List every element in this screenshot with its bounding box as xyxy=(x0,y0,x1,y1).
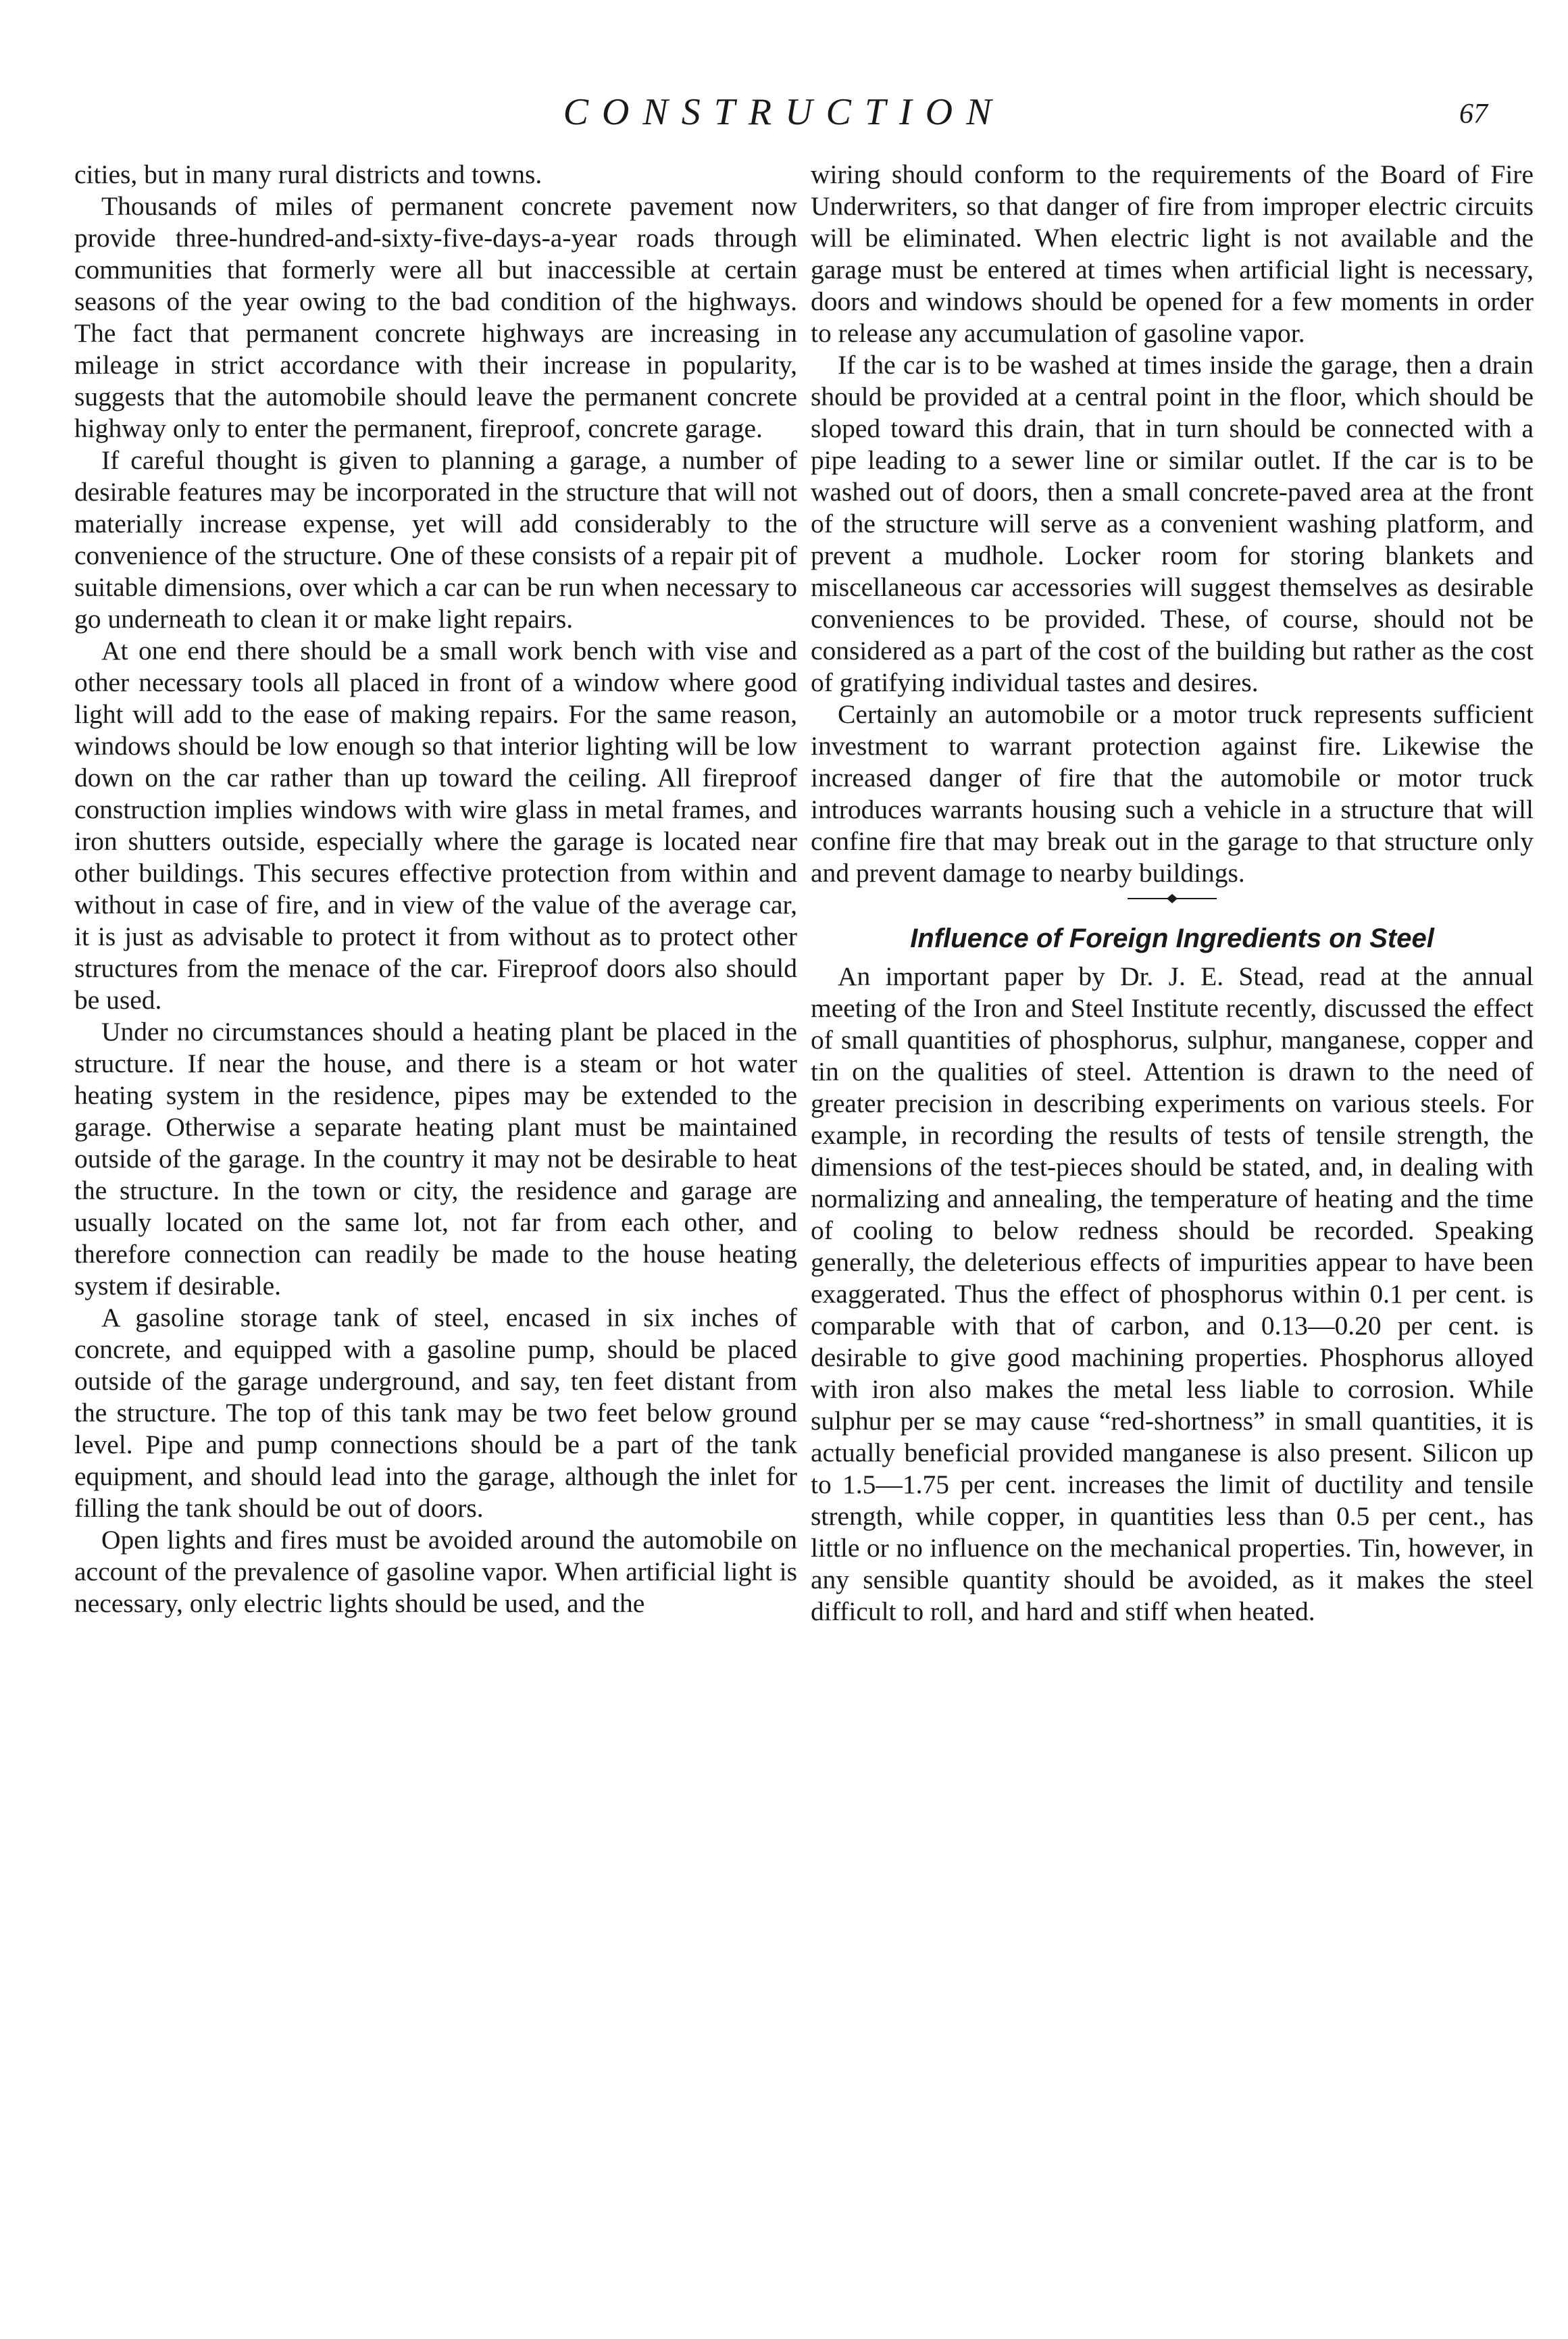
paragraph: cities, but in many rural districts and towns. xyxy=(74,159,542,189)
paragraph: If the car is to be washed at times inside the garage, then a drain should be provided at a central point in the floor, which should be sloped toward this drain, that in turn should be connected with a pipe leading to a sewer line or similar outlet. If the car is to be washed out of doors, then a small concrete-paved area at the front of the structure will serve as a convenient washing platform, and prevent a mudhole. Locker room for storing blankets and miscellaneous car accessories will suggest themselves as desirable conveniences to be provided. These, of course, should not be considered as a part of the cost of the building but rather as the cost of gratifying individual tastes and desires. xyxy=(811,350,1534,697)
right-column xyxy=(811,159,1534,1628)
page-number: 67 xyxy=(1459,99,1488,130)
paragraph: wiring should conform to the requirements of the Board of Fire Underwriters, so that danger of fire from improper electric circuits will be eliminated. When electric light is not available and the garage must be entered at times when artificial light is necessary, doors and windows should be opened for a few moments in order to release any accumulation of gasoline vapor. xyxy=(811,159,1534,348)
paragraph: A gasoline storage tank of steel, encased in six inches of concrete, and equipped with a gasoline pump, should be placed outside of the garage underground, and say, ten feet distant from the structure. The top of this tank may be two feet below ground level. Pipe and pump connections should be a part of the tank equipment, and should lead into the garage, although the inlet for filling the tank should be out of doors. xyxy=(74,1303,797,1523)
paragraph: Open lights and fires must be avoided around the automobile on account of the prevalence of gasoline vapor. When artificial light is necessary, only electric lights should be used, and the xyxy=(74,1525,797,1618)
section-divider-ornament-icon xyxy=(1125,892,1219,905)
paragraph: At one end there should be a small work bench with vise and other necessary tools all placed in front of a window where good light will add to the ease of making repairs. For the same reason, windows should be low enough so that interior lighting will be low down on the car rather than up toward the ceiling. All fireproof construction implies windows with wire glass in metal frames, and iron shutters outside, especially where the garage is located near other buildings. This secures effective protection from within and without in case of fire, and in view of the value of the average car, it is just as advisable to protect it from without as to protect other structures from the menace of the car. Fireproof doors also should be used. xyxy=(74,636,797,1015)
paragraph: Under no circumstances should a heating plant be placed in the structure. If near the house, and there is a steam or hot water heating system in the residence, pipes may be extended to the garage. Otherwise a separate heating plant must be maintained outside of the garage. In the country it may not be desirable to heat the structure. In the town or city, the residence and garage are usually located on the same lot, not far from each other, and therefore connection can readily be made to the house heating system if desirable. xyxy=(74,1017,797,1301)
paragraph: If careful thought is given to planning a garage, a number of desirable features may be incorporated in the structure that will not materially increase expense, yet will add considerably to the convenience of the structure. One of these consists of a repair pit of suitable dimensions, over which a car can be run when necessary to go underneath to clean it or make light repairs. xyxy=(74,445,797,634)
paragraph: An important paper by Dr. J. E. Stead, read at the annual meeting of the Iron and Steel Institute recently, discussed the effect of small quantities of phosphorus, sulphur, manganese, copper and tin on the qualities of steel. Attention is drawn to the need of greater precision in describing experiments on various steels. For example, in recording the results of tests of tensile strength, the dimensions of the test-pieces should be stated, and, in dealing with normalizing and annealing, the temperature of heating and the time of cooling to below redness should be recorded. Speaking generally, the deleterious effects of impurities appear to have been exaggerated. Thus the effect of phosphorus within 0.1 per cent. is comparable with that of carbon, and 0.13—0.20 per cent. is desirable to give good machining properties. Phosphorus alloyed with iron also makes the metal less liable to corrosion. While sulphur per se may cause “red-shortness” in small quantities, it is actually beneficial provided manganese is also present. Silicon up to 1.5—1.75 per cent. increases the limit of ductility and tensile strength, while copper, in quantities less than 0.5 per cent., has little or no influence on the mechanical properties. Tin, however, in any sensible quantity should be avoided, as it makes the steel difficult to roll, and hard and stiff when heated. xyxy=(811,961,1534,1626)
left-column xyxy=(74,159,797,1619)
paragraph: Certainly an automobile or a motor truck represents sufficient investment to warrant protection against fire. Likewise the increased danger of fire that the automobile or motor truck introduces warrants housing such a vehicle in a structure that will confine fire that may break out in the garage to that structure only and prevent damage to nearby buildings. xyxy=(811,699,1534,888)
paragraph: Thousands of miles of permanent concrete pavement now provide three-hundred-and-sixty-five-days-a-year roads through communities that formerly were all but inaccessible at certain seasons of the year owing to the bad condition of the highways. The fact that permanent concrete highways are increasing in mileage in strict accordance with their increase in popularity, suggests that the automobile should leave the permanent concrete highway only to enter the permanent, fireproof, concrete garage. xyxy=(74,191,797,443)
running-title: CONSTRUCTION xyxy=(563,91,1005,133)
section-heading: Influence of Foreign Ingredients on Steel xyxy=(910,924,1434,953)
